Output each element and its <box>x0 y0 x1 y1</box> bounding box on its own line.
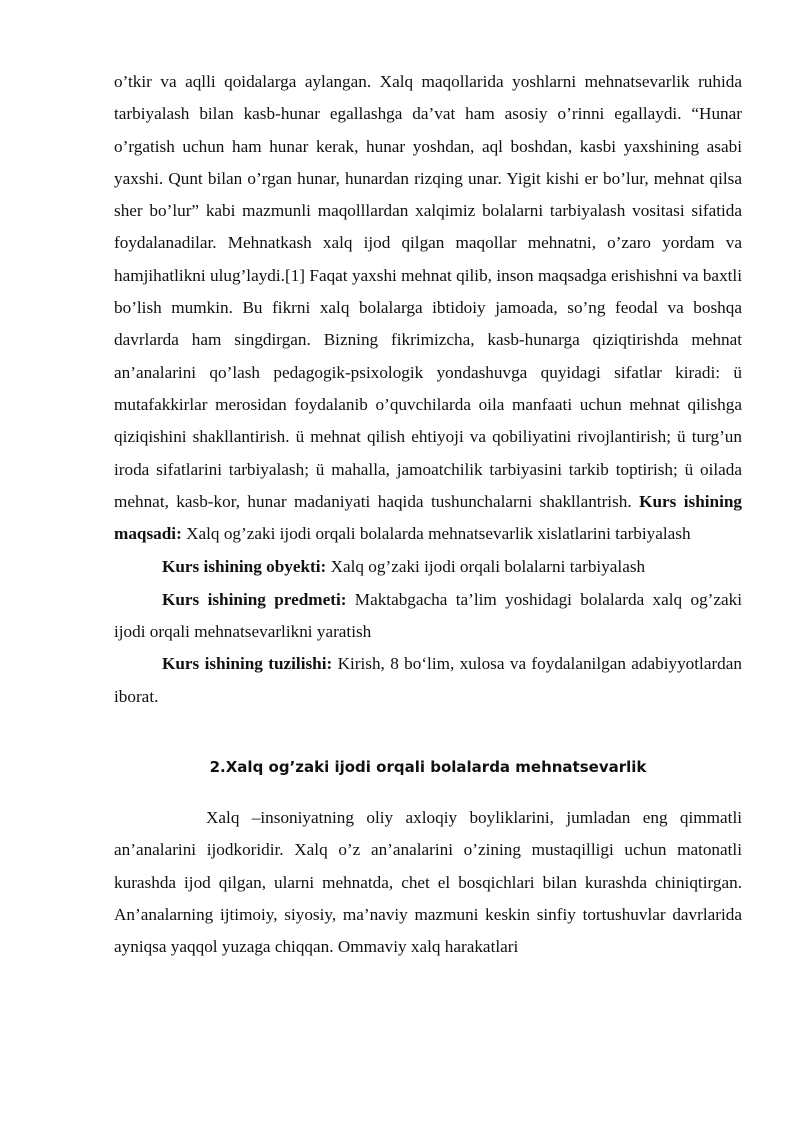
section-heading: 2.Xalq og’zaki ijodi orqali bolalarda mehnatsevarlik <box>209 757 647 776</box>
structure-paragraph <box>114 648 742 713</box>
document-page <box>114 66 742 963</box>
object-text: Xalq og’zaki ijodi orqali bolalarni tarbiyalash <box>330 557 646 577</box>
intro-text: o’tkir va aqlli qoidalarga aylangan. Xalq maqollarida yoshlarni mehnatsevarlik ruhida tarbiyalash bilan kasb-hunar egallashga da’vat ham asosiy o’rinni egallaydi. “Hunar o’rgatish uchun ham hunar kerak, hunar yoshdan, aql boshdan, kasbi yaxshining asabi yaxshi. Qunt bilan o’rgan hunar, hunardan rizqing unar. Yigit kishi er bo’lur, mehnat qilsa sher bo’lur” kabi mazmunli maqolllardan xalqimiz bolalarni tarbiyalash vositasi sifatida foydalanadilar. Mehnatkash xalq ijod qilgan maqollar mehnatni, o’zaro yordam va hamjihatlikni ulug’laydi.[1] Faqat yaxshi mehnat qilib, inson maqsadga erishishni va baxtli bo’lish mumkin. Bu fikrni xalq bolalarga ibtidoiy jamoada, so’ng feodal va boshqa davrlarda ham singdirgan. Bizning fikrimizcha, kasb-hunarga qiziqtirishda mehnat an’analarini qo’lash pedagogik-psixologik yondashuvga quyidagi sifatlar kiradi: ü mutafakkirlar merosidan foydalanib o’quvchilarda oila manfaati uchun mehnat qilishga qiziqishini shakllantirish. ü mehnat qilish ehtiyoji va qobiliyatini rivojlantirish; ü turg’un iroda sifatlarini tarbiyalash; ü mahalla, jamoatchilik tarbiyasini tarkib toptirish; ü oilada mehnat, kasb-kor, hunar madaniyati haqida tushunchalarni shakllantrish. <box>114 72 742 511</box>
structure-label: Kurs ishining tuzilishi: <box>162 654 333 674</box>
section-paragraph: Xalq –insoniyatning oliy axloqiy boyliklarini, jumladan eng qimmatli an’analarini ijodkoridir. Xalq o’z an’analarini o’zining mustaqilligi uchun matonatli kurashda ijod qilgan, ularni mehnatda, chet el bosqichlari bilan kurashda chiniqtirgan. An’analarning ijtimoiy, siyosiy, ma’naviy mazmuni keskin sinfiy tortushuvlar davrlarida ayniqsa yaqqol yuzaga chiqqan. Ommaviy xalq harakatlari <box>114 807 742 957</box>
subject-paragraph <box>114 584 742 649</box>
structure-text: Kirish, 8 bo‘lim, xulosa va foydalanilgan adabiyyotlardan iborat. <box>114 654 742 706</box>
subject-label: Kurs ishining predmeti: <box>162 589 347 609</box>
subject-text: Maktabgacha ta’lim yoshidagi bolalarda xalq og’zaki ijodi orqali mehnatsevarlikni yaratish <box>114 589 743 642</box>
object-paragraph <box>114 551 742 583</box>
intro-paragraph <box>114 66 742 550</box>
goal-text: Xalq og’zaki ijodi orqali bolalarda mehnatsevarlik xislatlarini tarbiyalash <box>186 524 691 544</box>
goal-label: Kurs ishining maqsadi: <box>114 491 743 544</box>
object-label: Kurs ishining obyekti: <box>162 557 327 577</box>
